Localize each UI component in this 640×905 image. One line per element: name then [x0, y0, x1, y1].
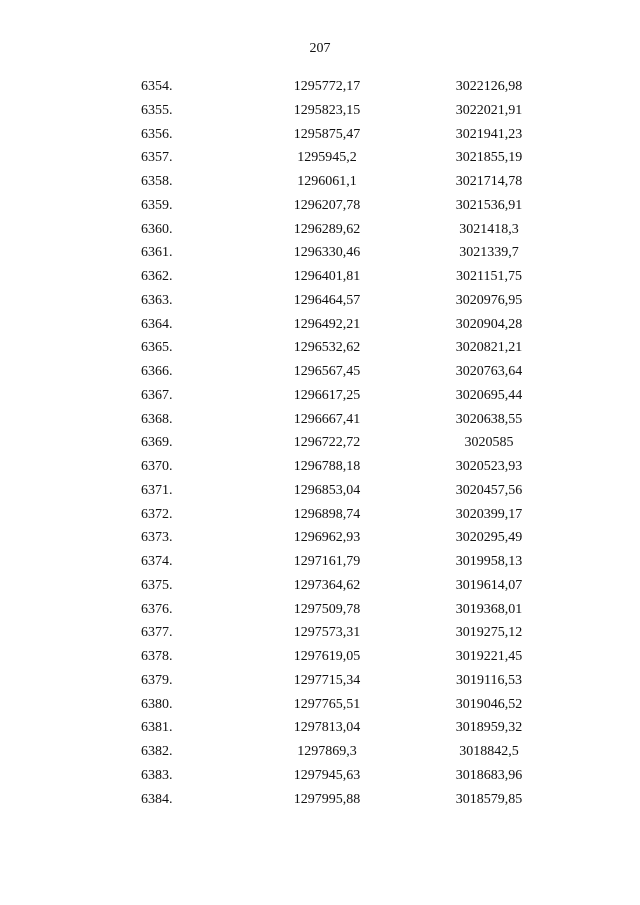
y-coordinate: 3020457,56	[455, 482, 523, 498]
table-row	[0, 313, 640, 337]
y-coordinate: 3019958,13	[455, 554, 523, 569]
x-coordinate: 1297995,88	[293, 791, 361, 807]
row-number: 6374.	[141, 554, 173, 569]
table-row	[0, 241, 640, 265]
x-coordinate: 1296962,93	[293, 530, 361, 546]
table-row	[0, 431, 640, 455]
row-number: 6359.	[141, 197, 173, 213]
table-row	[0, 479, 640, 503]
coordinate-table	[0, 75, 640, 811]
x-coordinate: 1296532,62	[293, 340, 361, 356]
y-coordinate: 3022126,98	[455, 79, 523, 94]
y-coordinate: 3020763,64	[455, 364, 523, 379]
x-coordinate: 1296722,72	[293, 435, 361, 451]
x-coordinate: 1296667,41	[293, 411, 361, 427]
row-number: 6361.	[141, 245, 173, 261]
row-number: 6378.	[141, 649, 173, 664]
row-number: 6373.	[141, 530, 173, 546]
table-row	[0, 360, 640, 384]
table-row	[0, 693, 640, 717]
table-row	[0, 194, 640, 218]
row-number: 6357.	[141, 150, 173, 166]
y-coordinate: 3021151,75	[456, 269, 522, 284]
x-coordinate: 1296617,25	[293, 387, 361, 403]
row-number: 6364.	[141, 316, 173, 332]
row-number: 6360.	[141, 221, 173, 237]
x-coordinate: 1297161,79	[293, 554, 361, 569]
y-coordinate: 3020695,44	[455, 387, 523, 403]
table-row	[0, 170, 640, 194]
row-number: 6355.	[141, 102, 173, 118]
table-row	[0, 526, 640, 550]
x-coordinate: 1296788,18	[293, 459, 361, 474]
table-row	[0, 408, 640, 432]
y-coordinate: 3019221,45	[455, 649, 523, 664]
x-coordinate: 1296492,21	[293, 316, 361, 332]
table-row	[0, 99, 640, 123]
row-number: 6369.	[141, 435, 173, 451]
row-number: 6365.	[141, 340, 173, 356]
table-row	[0, 740, 640, 764]
y-coordinate: 3022021,91	[455, 102, 523, 118]
table-row	[0, 265, 640, 289]
x-coordinate: 1297573,31	[293, 625, 361, 641]
row-number: 6371.	[141, 482, 173, 498]
x-coordinate: 1296289,62	[293, 221, 361, 237]
x-coordinate: 1296567,45	[293, 364, 361, 379]
y-coordinate: 3019368,01	[455, 601, 523, 617]
row-number: 6354.	[141, 79, 173, 94]
y-coordinate: 3020399,17	[455, 506, 523, 522]
x-coordinate: 1295875,47	[293, 126, 361, 142]
y-coordinate: 3021418,3	[459, 221, 519, 237]
row-number: 6372.	[141, 506, 173, 522]
row-number: 6383.	[141, 767, 173, 783]
y-coordinate: 3020976,95	[455, 292, 523, 308]
table-row	[0, 574, 640, 598]
x-coordinate: 1296401,81	[293, 269, 361, 284]
y-coordinate: 3018959,32	[455, 720, 523, 736]
table-row	[0, 716, 640, 740]
table-row	[0, 550, 640, 574]
row-number: 6377.	[141, 625, 173, 641]
row-number: 6358.	[141, 174, 173, 189]
table-row	[0, 455, 640, 479]
row-number: 6379.	[141, 672, 173, 688]
x-coordinate: 1295772,17	[293, 79, 361, 94]
table-row	[0, 289, 640, 313]
x-coordinate: 1296464,57	[293, 292, 361, 308]
y-coordinate: 3020904,28	[455, 316, 523, 332]
table-row	[0, 218, 640, 242]
row-number: 6375.	[141, 577, 173, 593]
y-coordinate: 3020295,49	[455, 530, 523, 546]
y-coordinate: 3019046,52	[455, 696, 523, 712]
y-coordinate: 3021855,19	[455, 150, 523, 166]
y-coordinate: 3021714,78	[455, 174, 523, 189]
y-coordinate: 3021941,23	[455, 126, 523, 142]
x-coordinate: 1295945,2	[297, 150, 357, 166]
x-coordinate: 1297715,34	[293, 672, 361, 688]
y-coordinate: 3019275,12	[455, 625, 523, 641]
x-coordinate: 1295823,15	[293, 102, 361, 118]
row-number: 6370.	[141, 459, 173, 474]
y-coordinate: 3019614,07	[455, 577, 523, 593]
x-coordinate: 1297364,62	[293, 577, 361, 593]
table-row	[0, 146, 640, 170]
x-coordinate: 1297619,05	[293, 649, 361, 664]
table-row	[0, 75, 640, 99]
y-coordinate: 3018683,96	[455, 767, 523, 783]
y-coordinate: 3018842,5	[459, 744, 519, 759]
row-number: 6368.	[141, 411, 173, 427]
y-coordinate: 3018579,85	[455, 791, 523, 807]
x-coordinate: 1297813,04	[293, 720, 361, 736]
y-coordinate: 3020638,55	[455, 411, 523, 427]
y-coordinate: 3020821,21	[455, 340, 523, 356]
row-number: 6363.	[141, 292, 173, 308]
x-coordinate: 1297945,63	[293, 767, 361, 783]
x-coordinate: 1296207,78	[293, 197, 361, 213]
table-row	[0, 384, 640, 408]
y-coordinate: 3019116,53	[456, 672, 522, 688]
x-coordinate: 1297765,51	[293, 696, 361, 712]
y-coordinate: 3021339,7	[459, 245, 519, 261]
row-number: 6356.	[141, 126, 173, 142]
table-row	[0, 764, 640, 788]
x-coordinate: 1296853,04	[293, 482, 361, 498]
x-coordinate: 1296061,1	[297, 174, 357, 189]
y-coordinate: 3020585	[464, 435, 514, 451]
table-row	[0, 645, 640, 669]
table-row	[0, 788, 640, 812]
y-coordinate: 3021536,91	[455, 197, 523, 213]
table-row	[0, 669, 640, 693]
row-number: 6381.	[141, 720, 173, 736]
table-row	[0, 621, 640, 645]
row-number: 6376.	[141, 601, 173, 617]
table-row	[0, 336, 640, 360]
table-row	[0, 598, 640, 622]
x-coordinate: 1297509,78	[293, 601, 361, 617]
x-coordinate: 1297869,3	[297, 744, 357, 759]
x-coordinate: 1296898,74	[293, 506, 361, 522]
row-number: 6366.	[141, 364, 173, 379]
y-coordinate: 3020523,93	[455, 459, 523, 474]
row-number: 6362.	[141, 269, 173, 284]
row-number: 6384.	[141, 791, 173, 807]
row-number: 6367.	[141, 387, 173, 403]
page-number: 207	[309, 41, 331, 56]
row-number: 6380.	[141, 696, 173, 712]
x-coordinate: 1296330,46	[293, 245, 361, 261]
table-row	[0, 123, 640, 147]
table-row	[0, 503, 640, 527]
row-number: 6382.	[141, 744, 173, 759]
